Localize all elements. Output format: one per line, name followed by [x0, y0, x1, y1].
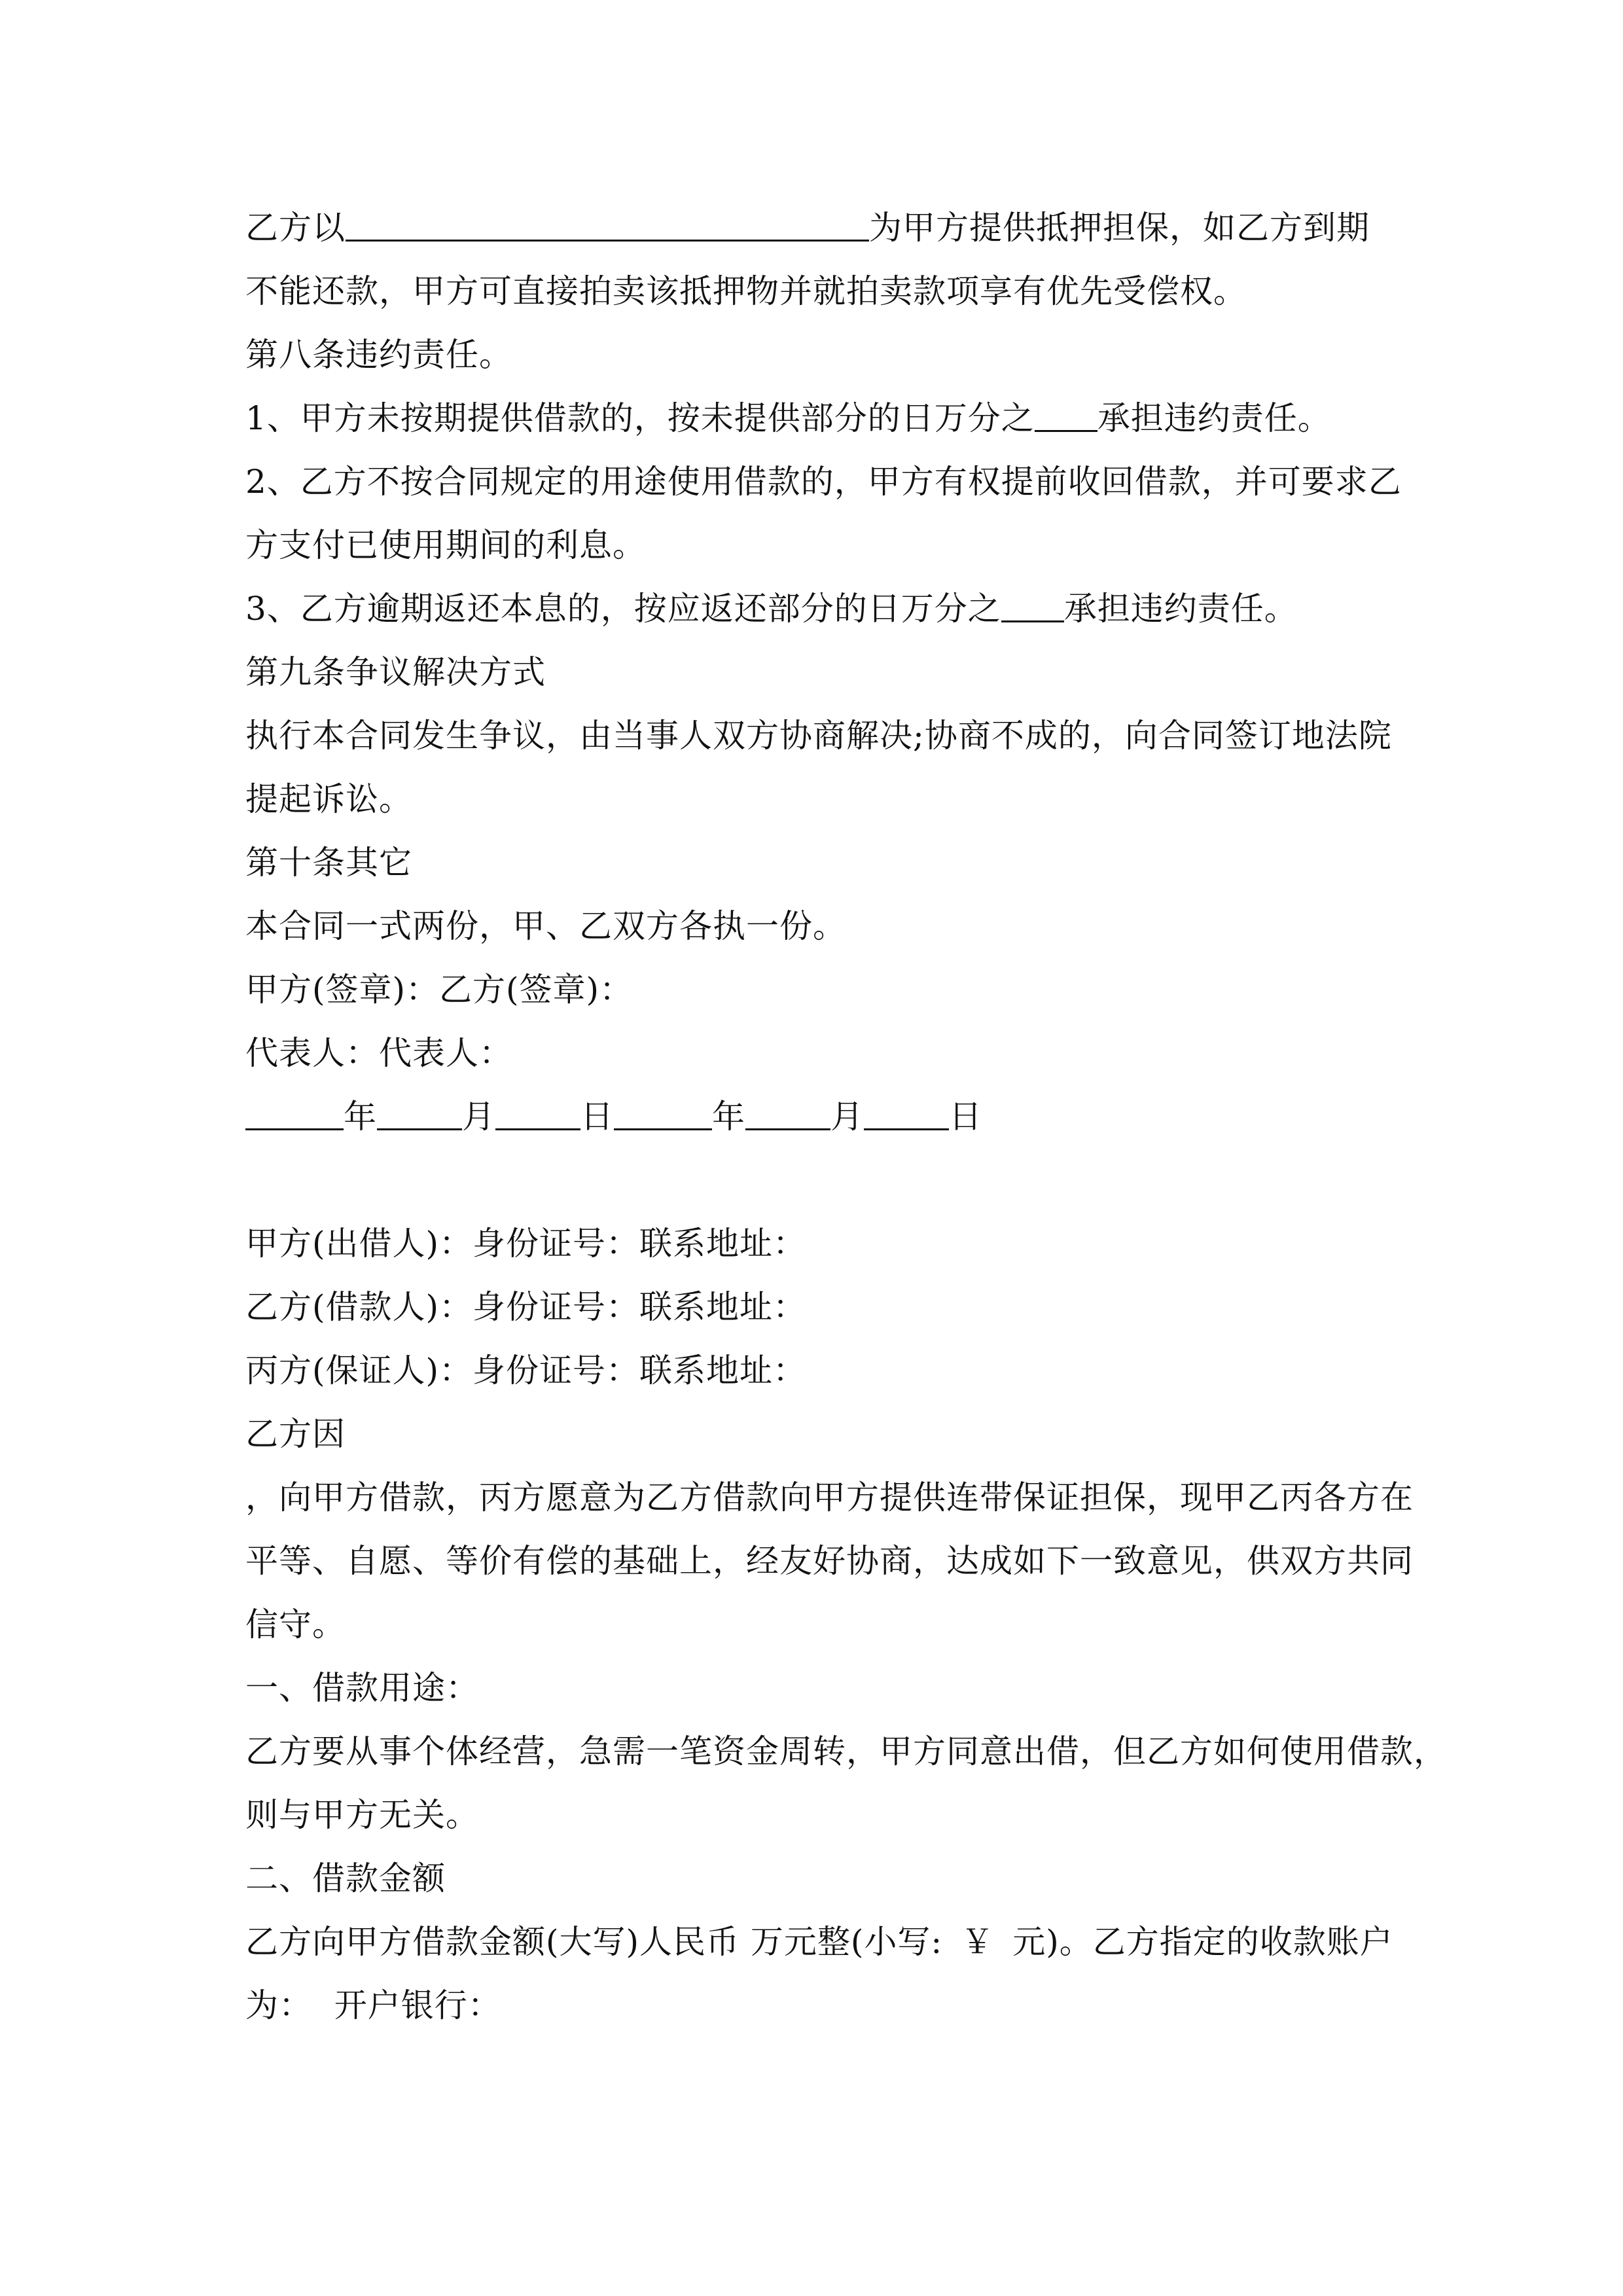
collateral-clause-continuation: 不能还款，甲方可直接拍卖该抵押物并就拍卖款项享有优先受偿权。	[245, 272, 1247, 310]
article-8-item-1-prefix: 1、甲方未按期提供借款的，按未提供部分的日万分之	[245, 399, 1035, 437]
party-a-line: 甲方(出借人)：身份证号：联系地址：	[245, 1225, 807, 1263]
day-blank-b	[864, 1100, 949, 1130]
loan-amount-prefix: 乙方向甲方借款金额(大写)人民币 万元整(小写:	[245, 1923, 943, 1961]
section-1-line-1: 乙方要从事个体经营，急需一笔资金周转，甲方同意出借，但乙方如何使用借款，	[245, 1732, 1447, 1770]
intro-line-2: 平等、自愿、等价有偿的基础上，经友好协商，达成如下一致意见，供双方共同	[245, 1542, 1414, 1580]
article-8-item-1	[245, 387, 1384, 450]
article-8-title: 第八条违约责任。	[245, 336, 512, 374]
section-2-line-1	[245, 1910, 1393, 1974]
article-9-text-line-2: 提起诉讼。	[245, 780, 412, 818]
article-8-item-3	[245, 577, 1384, 641]
article-8-item-3-suffix: 承担违约责任。	[1063, 590, 1298, 628]
article-9-title: 第九条争议解决方式	[245, 653, 546, 691]
collateral-clause-line	[245, 196, 1384, 260]
collateral-blank	[346, 211, 869, 242]
party-c-line: 丙方(保证人)：身份证号：联系地址：	[245, 1352, 807, 1390]
year-blank-b	[614, 1100, 712, 1130]
year-label-b: 年	[712, 1098, 745, 1136]
intro-line-1: ，向甲方借款，丙方愿意为乙方借款向甲方提供连带保证担保，现甲乙丙各方在	[245, 1479, 1414, 1516]
rate-blank-1	[1035, 401, 1097, 432]
party-b-line: 乙方(借款人)：身份证号：联系地址：	[245, 1288, 807, 1326]
article-8-item-2-line-2: 方支付已使用期间的利息。	[245, 526, 646, 564]
collateral-clause-suffix: 为甲方提供抵押担保，如乙方到期	[869, 209, 1370, 247]
blank-spacer	[245, 1149, 1384, 1212]
signature-line: 甲方(签章)：乙方(签章)：	[245, 971, 633, 1009]
month-label-b: 月	[830, 1098, 864, 1136]
loan-amount-suffix: 元)。乙方指定的收款账户	[1012, 1923, 1393, 1961]
rate-blank-3	[1001, 592, 1064, 622]
representative-line: 代表人：代表人：	[245, 1034, 512, 1072]
month-blank-a	[377, 1100, 462, 1130]
day-label-a: 日	[580, 1098, 614, 1136]
article-8-item-2-line-1: 2、乙方不按合同规定的用途使用借款的，甲方有权提前收回借款，并可要求乙	[245, 463, 1402, 501]
loan-reason-line: 乙方因	[245, 1415, 346, 1453]
yen-symbol: ￥	[961, 1923, 995, 1961]
intro-line-3: 信守。	[245, 1605, 346, 1643]
article-9-text-line-1: 执行本合同发生争议，由当事人双方协商解决;协商不成的，向合同签订地法院	[245, 717, 1392, 755]
day-label-b: 日	[949, 1098, 982, 1136]
month-blank-b	[745, 1100, 830, 1130]
section-1-title: 一、借款用途：	[245, 1669, 479, 1707]
year-label-a: 年	[344, 1098, 377, 1136]
article-8-item-3-prefix: 3、乙方逾期返还本息的，按应返还部分的日万分之	[245, 590, 1001, 628]
section-1-line-2: 则与甲方无关。	[245, 1796, 479, 1834]
article-10-text: 本合同一式两份，甲、乙双方各执一份。	[245, 907, 846, 945]
date-line	[245, 1085, 1384, 1149]
section-2-title: 二、借款金额	[245, 1859, 446, 1897]
year-blank-a	[245, 1100, 344, 1130]
article-8-item-1-suffix: 承担违约责任。	[1097, 399, 1331, 437]
article-10-title: 第十条其它	[245, 844, 412, 882]
month-label-a: 月	[462, 1098, 495, 1136]
document-body	[245, 196, 1447, 2037]
day-blank-a	[495, 1100, 580, 1130]
section-2-line-2: 为： 开户银行：	[245, 1986, 501, 2024]
collateral-clause-prefix: 乙方以	[245, 209, 346, 247]
